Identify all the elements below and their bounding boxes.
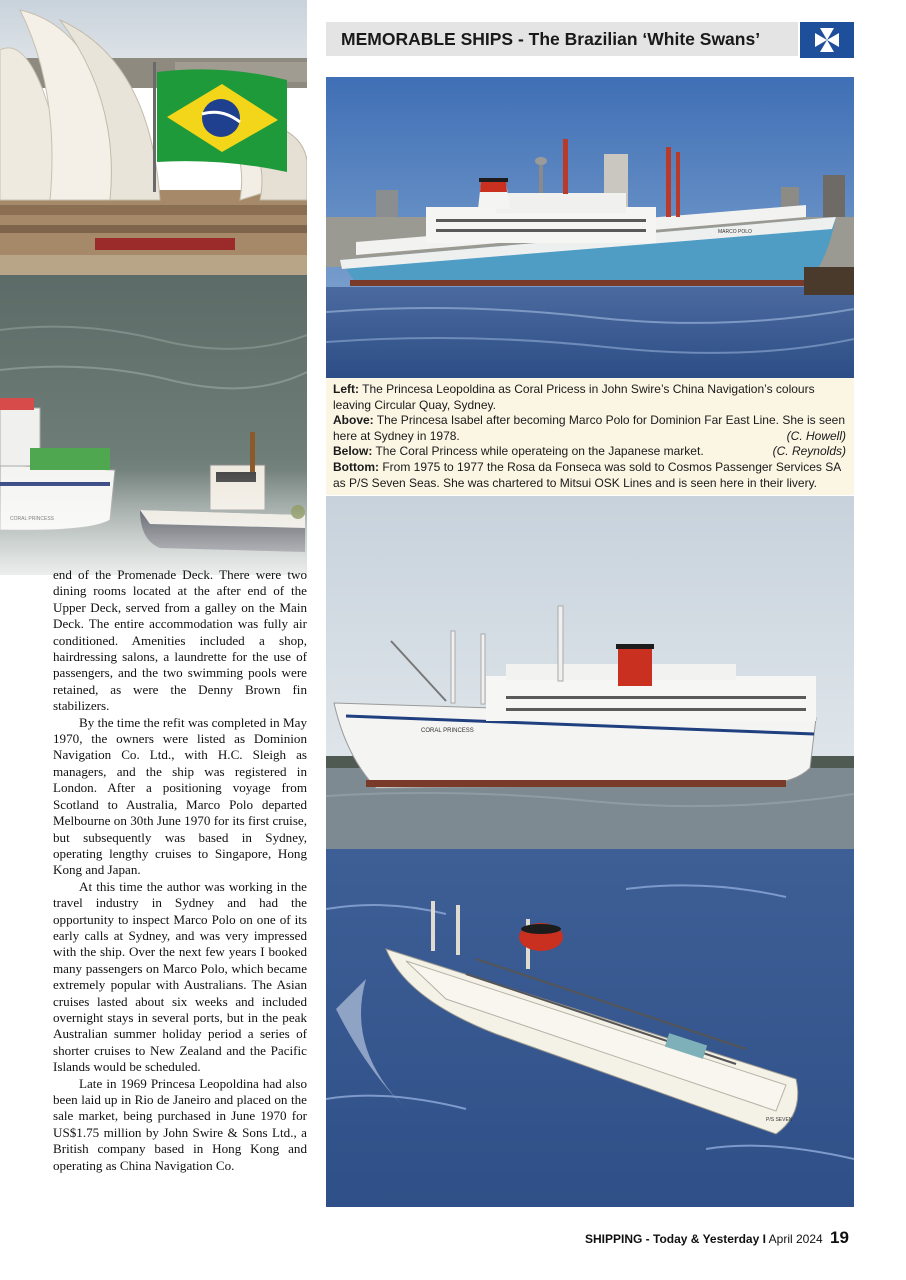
caption-bottom-text: From 1975 to 1977 the Rosa da Fonseca was sold to Cosmos Passenger Services SA as P/S Seven Seas. She was chartered to Mitsui OSK Lines and is seen here in their livery. bbox=[333, 459, 841, 490]
top-ship-name-label: MARCO POLO bbox=[718, 229, 752, 235]
caption-left-text: The Princesa Leopoldina as Coral Pricess in John Swire’s China Navigation’s colours leaving Circular Quay, Sydney. bbox=[333, 382, 815, 412]
photo-marco-polo-sydney bbox=[326, 77, 854, 378]
caption-above-text: The Princesa Isabel after becoming Marco Polo for Dominion Far East Line. She is seen here at Sydney in 1978. bbox=[333, 413, 846, 443]
body-paragraph-2: By the time the refit was completed in May 1970, the owners were listed as Dominion Navigation Co. Ltd., with H.C. Sleigh as managers, and the ship was registered in London. After a positioning voyage from Scotland to Australia, Marco Polo departed Melbourne on 30th June 1970 for its first cruise, but subsequently was based in Sydney, operating lengthy cruises to Singapore, Hong Kong and Japan. bbox=[53, 714, 307, 878]
left-photo-illustration bbox=[0, 0, 307, 600]
caption-left bbox=[333, 382, 846, 413]
page-footer bbox=[585, 1228, 849, 1248]
caption-above-credit: (C. Howell) bbox=[786, 428, 846, 443]
article-body bbox=[53, 567, 307, 1174]
footer-issue: April 2024 bbox=[768, 1232, 823, 1246]
footer-separator: I bbox=[762, 1232, 766, 1246]
caption-above-label: Above: bbox=[333, 413, 374, 428]
mid-ship-name-label: CORAL PRINCESS bbox=[421, 728, 474, 734]
body-paragraph-3: At this time the author was working in the travel industry in Sydney and had the opportunity to inspect Marco Polo on one of its early calls at Sydney, and was very impressed with the ship. Over the next few years I booked many passengers on Marco Polo, which became extremely popular with Australians. The Asian cruises lasted about six weeks and included overnight stays in several ports, but in the peak Australian summer holiday period a series of shorter cruises to New Zealand and the Pacific Islands would be scheduled. bbox=[53, 878, 307, 1075]
bot-ship-name-label: P/S SEVEN bbox=[766, 1117, 793, 1123]
caption-below-label: Below: bbox=[333, 444, 373, 459]
caption-above bbox=[333, 413, 846, 444]
body-paragraph-1: end of the Promenade Deck. There were two dining rooms located at the after end of the Upper Deck, served from a galley on the Main Deck. The entire accommodation was fully air conditioned. Amenities included a shop, hairdressing salons, a laundrette for the use of passengers, and the two swimming pools were retained, as were the Denny Brown fin stabilizers. bbox=[53, 567, 307, 714]
maltese-cross-flag-icon bbox=[800, 22, 854, 58]
photo-caption bbox=[326, 378, 854, 495]
caption-bottom bbox=[333, 460, 846, 491]
photo-coral-princess bbox=[326, 496, 854, 849]
caption-left-label: Left: bbox=[333, 382, 359, 396]
body-paragraph-4: Late in 1969 Princesa Leopoldina had also been laid up in Rio de Janeiro and placed on the sale market, being purchased in June 1970 for US$1.75 million by John Swire & Sons Ltd., a British company based in Hong Kong and operating as China Navigation Co. bbox=[53, 1075, 307, 1173]
caption-below-credit: (C. Reynolds) bbox=[772, 444, 846, 459]
page-number: 19 bbox=[830, 1228, 849, 1247]
page-title: MEMORABLE SHIPS - The Brazilian ‘White Swans’ bbox=[341, 29, 761, 49]
caption-bottom-label: Bottom: bbox=[333, 459, 379, 474]
caption-below-text: The Coral Princess while operateing on the Japanese market. bbox=[375, 444, 704, 459]
brazil-flag-icon bbox=[157, 69, 287, 172]
photo-seven-seas bbox=[326, 849, 854, 1207]
caption-below bbox=[333, 444, 846, 460]
left-photo-opera-house bbox=[0, 0, 307, 600]
footer-publication: SHIPPING - Today & Yesterday bbox=[585, 1232, 760, 1246]
